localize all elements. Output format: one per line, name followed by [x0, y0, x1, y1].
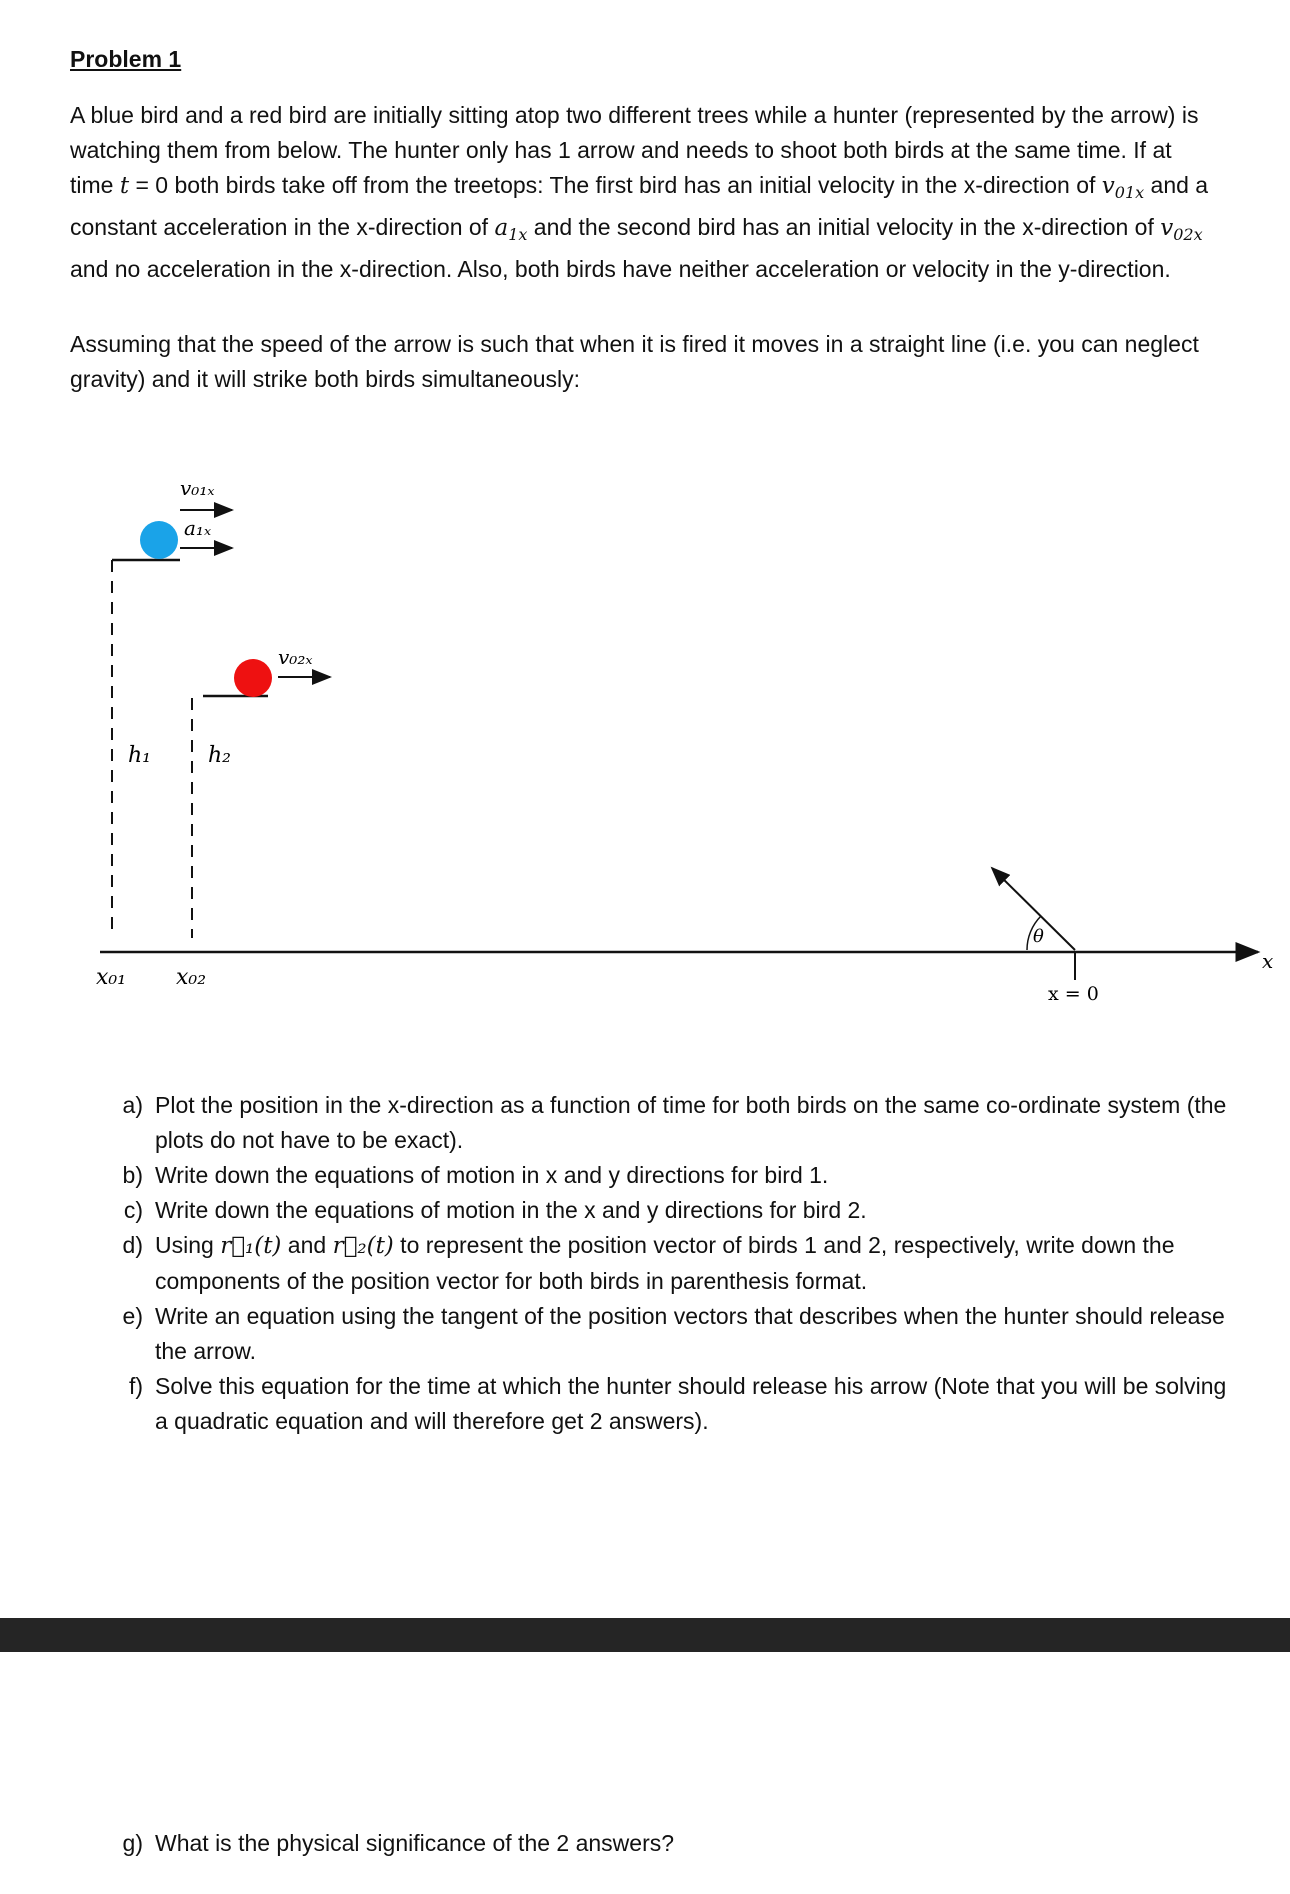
question-list [100, 1088, 1230, 1439]
h1-label: h₁ [128, 743, 151, 768]
blue-bird [140, 521, 178, 559]
x-axis-label: x [1262, 949, 1274, 973]
page-divider [0, 1618, 1290, 1652]
x02-label: x₀₂ [176, 965, 207, 990]
problem-title: Problem 1 [70, 46, 182, 72]
h2-label: h₂ [208, 743, 231, 768]
question-a: a) Plot the position in the x-direction as a function of time for both birds on the same co-ordinate system (the plots do not have to be exact). [122, 1092, 1227, 1153]
theta-label: θ [1033, 926, 1044, 947]
question-c: c) Write down the equations of motion in the x and y directions for bird 2. [123, 1197, 867, 1223]
intro-paragraph: A blue bird and a red bird are initially sitting atop two different trees while a hunter (represented by the arrow) is watching them from below. The hunter only has 1 arrow and needs to shoot both birds at the same time. If at time t = 0 both birds take off from the treetops: The first bird has an initial velocity in the x-direction of $v_{01x}$ and a constant acceleration in the x-direction of $a_{1x}$ and the second bird has an initial velocity in the x-direction of $v_{02x}$ and no acceleration in the x-direction. Also, both birds have neither acceleration or velocity in the y-direction. [70, 102, 1209, 282]
assumption-paragraph: Assuming that the speed of the arrow is such that when it is fired it moves in a straight line (i.e. you can neglect gravity) and it will strike both birds simultaneously: [70, 331, 1199, 392]
a1x-label: a₁ₓ [184, 516, 212, 540]
v02x-label: v₀₂ₓ [278, 645, 313, 669]
question-e: e) Write an equation using the tangent of the position vectors that describes when the hunter should release the arrow. [122, 1303, 1225, 1364]
v01x-label: v₀₁ₓ [180, 476, 215, 500]
question-f: f) Solve this equation for the time at which the hunter should release his arrow (Note that you will be solving a quadratic equation and will therefore get 2 answers). [128, 1373, 1227, 1434]
question-b: b) Write down the equations of motion in x and y directions for bird 1. [122, 1162, 829, 1188]
birds-figure [0, 460, 1290, 1020]
red-bird [234, 659, 272, 697]
x01-label: x₀₁ [96, 965, 127, 990]
question-d: d) Using r⃗₁(t) and r⃗₂(t) to represent the position vector of birds 1 and 2, respectively, write down the components of the position vector for both birds in parenthesis format. [122, 1232, 1175, 1294]
origin-label: x = 0 [1048, 983, 1099, 1005]
question-g: g) What is the physical significance of the 2 answers? [122, 1830, 675, 1856]
